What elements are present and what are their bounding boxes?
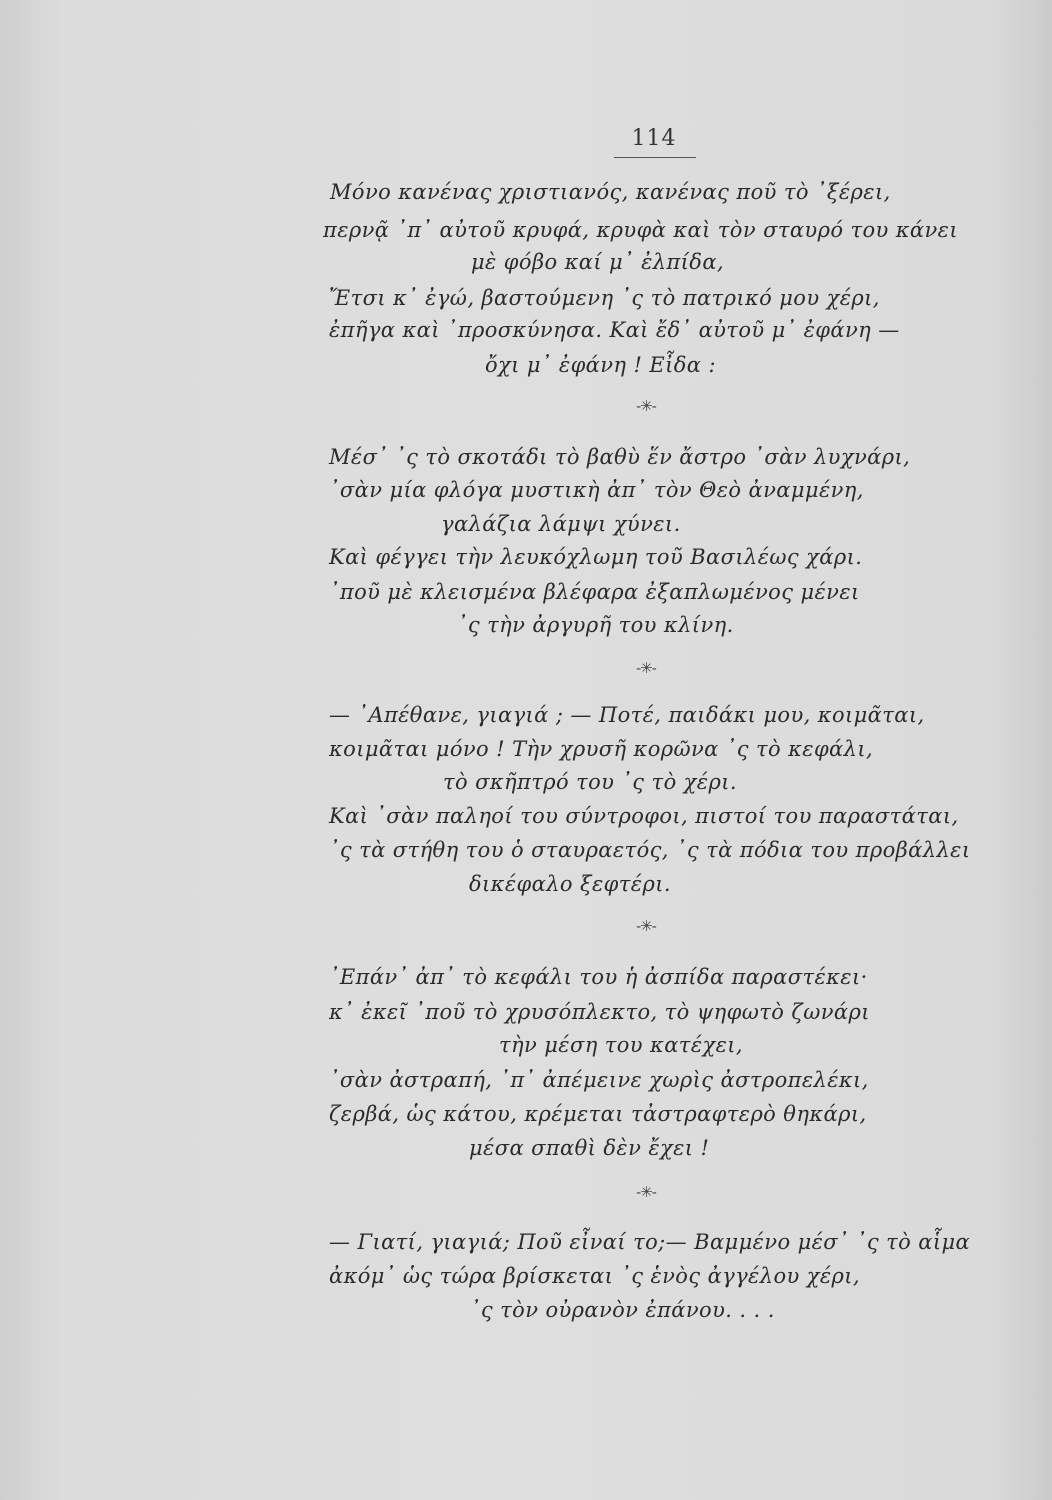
page-number-rule xyxy=(614,157,696,158)
page-number: 114 xyxy=(631,126,677,151)
asterism-ornament-icon: -✳- xyxy=(636,917,656,935)
verse-line: ᾿σὰν ἀστραπή, ᾿π᾿ ἀπέμεινε χωρὶς ἀστροπελέκι, xyxy=(329,1068,869,1092)
verse-line: Μέσ᾿ ᾿ς τὸ σκοτάδι τὸ βαθὺ ἕν ἄστρο ᾿σὰν λυχνάρι, xyxy=(329,445,911,469)
verse-line: ᾿ς τὸν οὐρανὸν ἐπάνου. . . . xyxy=(470,1298,775,1322)
verse-line: ὄχι μ᾿ ἐφάνη ! Εἶδα : xyxy=(485,353,716,377)
asterism-ornament-icon: -✳- xyxy=(636,659,656,677)
verse-line: ζερβά, ὡς κάτου, κρέμεται τἀστραφτερὸ θηκάρι, xyxy=(329,1102,867,1126)
verse-line: — ᾿Απέθανε, γιαγιά ; — Ποτέ, παιδάκι μου, κοιμᾶται, xyxy=(329,703,925,727)
verse-line: Καὶ ᾿σὰν παληοί του σύντροφοι, πιστοί του παραστάται, xyxy=(329,804,959,828)
asterism-ornament-icon: -✳- xyxy=(636,397,656,415)
verse-line: δικέφαλο ξεφτέρι. xyxy=(469,872,671,896)
verse-line: Μόνο κανένας χριστιανός, κανένας ποῦ τὸ ᾿ξέρει, xyxy=(330,180,891,204)
verse-line: Καὶ φέγγει τὴν λευκόχλωμη τοῦ Βασιλέως χάρι. xyxy=(329,545,863,569)
verse-line: ᾿σὰν μία φλόγα μυστικὴ ἀπ᾿ τὸν Θεὸ ἀναμμένη, xyxy=(329,478,864,502)
verse-line: τὴν μέση του κατέχει, xyxy=(499,1033,743,1057)
verse-line: — Γιατί, γιαγιά; Ποῦ εἶναί το;— Βαμμένο μέσ᾿ ᾿ς τὸ αἷμα xyxy=(329,1230,971,1254)
asterism-ornament-icon: -✳- xyxy=(636,1183,656,1201)
verse-line: ἀκόμ᾿ ὡς τώρα βρίσκεται ᾿ς ἑνὸς ἀγγέλου χέρι, xyxy=(329,1264,860,1288)
verse-line: μὲ φόβο καί μ᾿ ἐλπίδα, xyxy=(471,250,724,274)
verse-line: γαλάζια λάμψι χύνει. xyxy=(441,512,681,536)
verse-line: ᾿ς τὰ στήθη του ὁ σταυραετός, ᾿ς τὰ πόδια του προβάλλει xyxy=(329,838,971,862)
verse-line: ᾿ποῦ μὲ κλεισμένα βλέφαρα ἐξαπλωμένος μένει xyxy=(329,580,860,604)
verse-line: ἐπῆγα καὶ ᾿προσκύνησα. Καὶ ἔδ᾿ αὐτοῦ μ᾿ ἐφάνη — xyxy=(329,318,900,342)
verse-line: μέσα σπαθὶ δὲν ἔχει ! xyxy=(469,1136,710,1160)
verse-line: κ᾿ ἐκεῖ ᾿ποῦ τὸ χρυσόπλεκτο, τὸ ψηφωτὸ ζωνάρι xyxy=(329,1000,870,1024)
verse-line: κοιμᾶται μόνο ! Τὴν χρυσῆ κορῶνα ᾿ς τὸ κεφάλι, xyxy=(329,737,874,761)
verse-line: τὸ σκῆπτρό του ᾿ς τὸ χέρι. xyxy=(443,770,737,794)
verse-line: περνᾷ ᾿π᾿ αὐτοῦ κρυφά, κρυφὰ καὶ τὸν σταυρό του κάνει xyxy=(323,218,958,242)
verse-line: Ἔτσι κ᾿ ἐγώ, βαστούμενη ᾿ς τὸ πατρικό μου χέρι, xyxy=(329,286,880,310)
verse-line: ᾿ς τὴν ἀργυρῆ του κλίνη. xyxy=(457,613,734,637)
verse-line: ᾿Επάν᾿ ἀπ᾿ τὸ κεφάλι του ἡ ἀσπίδα παραστέκει· xyxy=(329,965,868,989)
